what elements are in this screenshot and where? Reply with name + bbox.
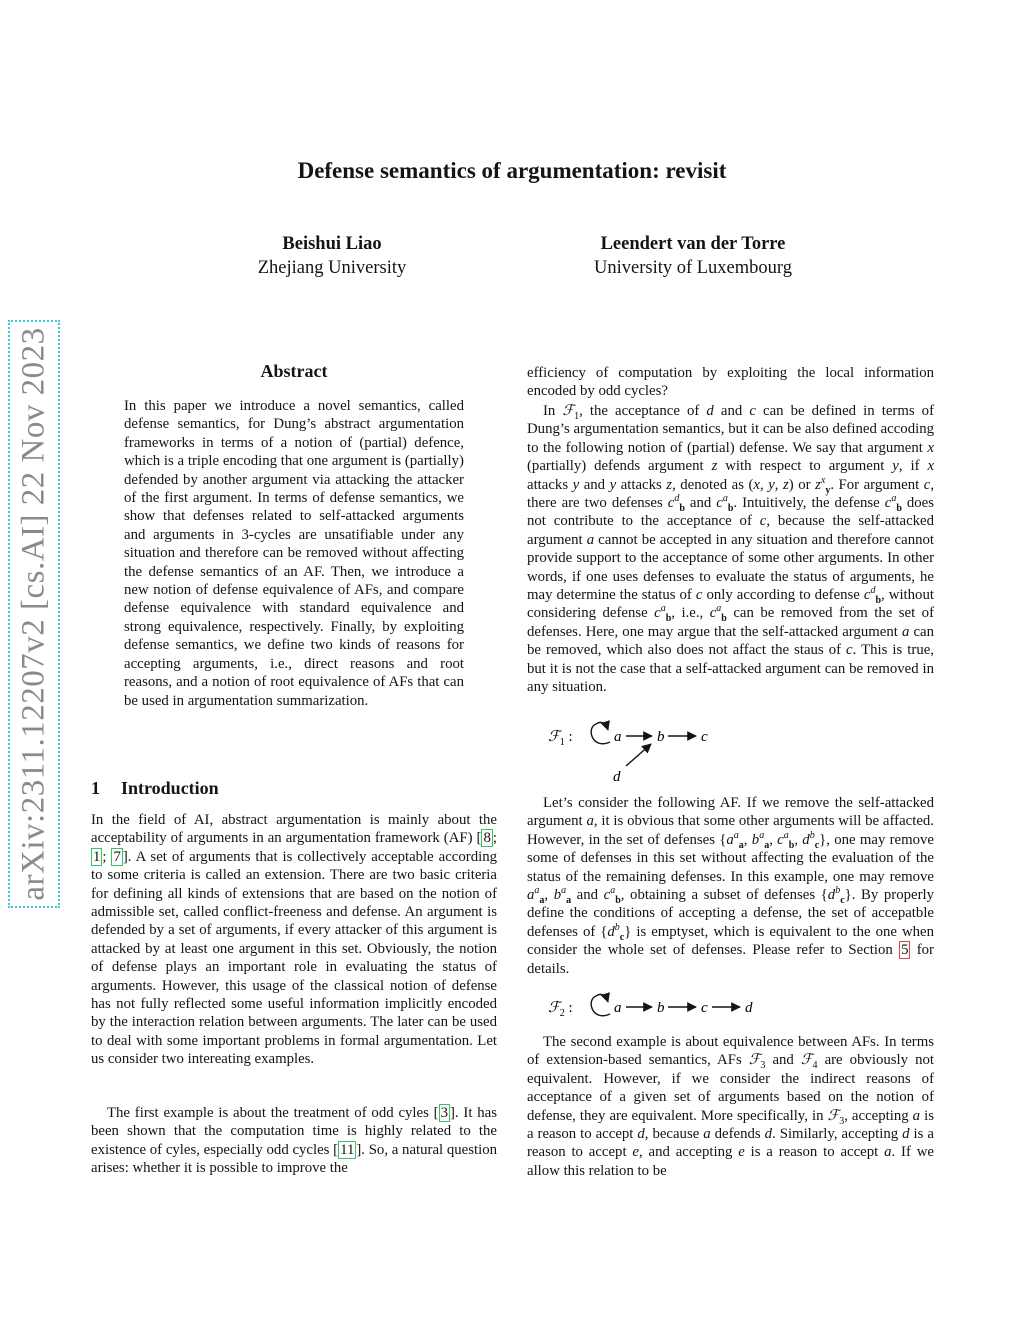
abstract-body: In this paper we introduce a novel semantics, called defense semantics, for Dung’s abstract argumentation frameworks in terms of a notion of (partial) defence, which is a triple encoding that one argument is (partially) defended by another argument via attacking the attacker of the first argument. In terms of defense semantics, we show that defenses related to self-attacked arguments and arguments in 3-cycles are unsatifiable under any situation and therefore can be removed without affecting the defense semantics of an AF. Then, we introduce a new notion of defense equivalence of AFs, and compare defense equivalence with standard equivalence and strong equivalence, respectively. Finally, by exploiting defense semantics, we define two kinds of reasons for accepting arguments, i.e., direct reasons and root reasons, and a notion of root equivalence of AFs that can be used in argumentation summarization. bbox=[124, 398, 464, 709]
section-number: 1 bbox=[91, 778, 100, 798]
author-block bbox=[513, 232, 873, 280]
figure-label: ℱ$_2$ : bbox=[548, 1000, 573, 1019]
author-affiliation: University of Luxembourg bbox=[594, 258, 792, 278]
intro-paragraph-2: The first example is about the treatment of odd cyles [ 3 ]. It has been shown that the computation time is highly related to the existence of cyles, especially odd cycles [ 11 ]. So, a natural question arises: whether it is possible to improve the bbox=[91, 1105, 497, 1177]
section-link[interactable]: 5 bbox=[901, 942, 909, 959]
citation-link[interactable]: 3 bbox=[440, 1105, 448, 1121]
self-loop-arrow bbox=[591, 722, 610, 743]
section-title: Introduction bbox=[121, 778, 219, 798]
abstract-heading: Abstract bbox=[260, 361, 328, 381]
citation-link[interactable]: 8 bbox=[483, 830, 491, 847]
author-block bbox=[152, 232, 512, 280]
right-paragraph-4: The second example is about equivalence between AFs. In terms of extension-based semantics, AFs ℱ$_3$ and ℱ$_4$ are obviously not equivalent. However, if we consider the indirect reasons of acceptance of a given set of arguments based on the notion of defense, they are equivalent. More specifically, in ℱ$_3$, accepting a is a reason to accept d, because a defends d. Similarly, accepting d is a reason to accept e, and accepting e is a reason to accept a. If we allow this relation to be bbox=[527, 1034, 935, 1179]
citation-link[interactable]: 7 bbox=[113, 848, 121, 865]
figure-f1 bbox=[540, 720, 740, 790]
intro-paragraph-1: In the field of AI, abstract argumentation is mainly about the acceptability of arguments in an argumentation framework (AF) [ 8 ; 1 ; 7 ]. A set of arguments that is collectively acceptable according to some criteria is called an extension. There are two basic criteria for defining all kinds of extensions that are based on the notion of admissible set, called conflict-freeness and defense. An argument is defended by a set of arguments, if every attacker of this argument is attacked by at least one argument in this set. Obviously, the notion of defense plays an important role in evaluating the status of arguments. However, this usage of the classical notion of defense has not fully reflected some useful information implicitly encoded by the interaction relation between arguments. The later can be used to deal with some important problems in formal argumentation. Let us consider two intereating examples. bbox=[91, 812, 497, 1068]
node-c: c bbox=[701, 1000, 708, 1016]
author-affiliation: Zhejiang University bbox=[257, 258, 407, 278]
citation-link[interactable]: 1 bbox=[93, 848, 101, 865]
right-paragraph-3: Let’s consider the following AF. If we remove the self-attacked argument a, it is obvious that some other arguments will be affacted. However, in the set of defenses {$a^a_a$, $b^a_a$, $c^a_b$, $d^b_c$}, one may remove some of defenses in this set without affecting the evaluation of the status of the remaining defenses. In this example, one may remove $a^a_a$, $b^a_a$ and $c^a_b$, obtaining a subset of defenses $\{d^b_c\}$. By properly define the conditions of accepting a defense, the set of accepatble defenses of $\{d^b_c\}$ is emptyset, which is equivalent to the one when consider the whole set of defenses. Please refer to Section 5 for details. bbox=[527, 795, 935, 977]
self-loop-arrow bbox=[591, 994, 610, 1015]
node-a: a bbox=[614, 729, 622, 745]
node-a: a bbox=[614, 1000, 622, 1016]
right-paragraph-2: In ℱ$_1$, the acceptance of d and c can be defined in terms of Dung’s argumentation semantics, but it can be also defined accoding to the following notion of (partial) defense. We say that argument x (partially) defends argument z with respect to argument y, if x attacks y and y attacks z, denoted as (x, y, z) or $z^x_y$. For argument c, there are two defenses $c^d_b$ and $c^a_b$. Intuitively, the defense $c^a_b$ does not contribute to the acceptance of c, because the self-attacked argument a cannot be accepted in any situation and therefore cannot provide support to the acceptance of some other arguments. In other words, if one uses defenses to evaluate the status of arguments, he may determine the status of c only according to defense $c^d_b$, without considering defense $c^a_b$, i.e., $c^a_b$ can be removed from the set of defenses. Here, one may argue that the self-attacked argument a can be removed, which also does not affact the staus of c. This is true, but it is not the case that a self-attacked argument can be removed in any situation. bbox=[527, 402, 935, 696]
author-name: Beishui Liao bbox=[282, 234, 382, 254]
author-name: Leendert van der Torre bbox=[600, 234, 786, 254]
figure-f2 bbox=[540, 990, 780, 1024]
attack-arrow bbox=[626, 744, 651, 766]
node-d: d bbox=[613, 769, 621, 785]
figure-label: ℱ$_1$ : bbox=[548, 729, 573, 748]
right-paragraph-1: efficiency of computation by exploiting the local information encoded by odd cycles? bbox=[527, 365, 934, 400]
paper-title: Defense semantics of argumentation: revisit bbox=[297, 158, 727, 183]
arxiv-id: arXiv:2311.12207v2 [cs.AI] 22 Nov 2023 bbox=[15, 327, 52, 901]
arxiv-sidebar bbox=[8, 320, 60, 908]
node-b: b bbox=[657, 1000, 665, 1016]
node-d: d bbox=[745, 1000, 753, 1016]
node-c: c bbox=[701, 729, 708, 745]
node-b: b bbox=[657, 729, 665, 745]
citation-link[interactable]: 11 bbox=[340, 1141, 355, 1158]
section-heading bbox=[91, 778, 219, 799]
